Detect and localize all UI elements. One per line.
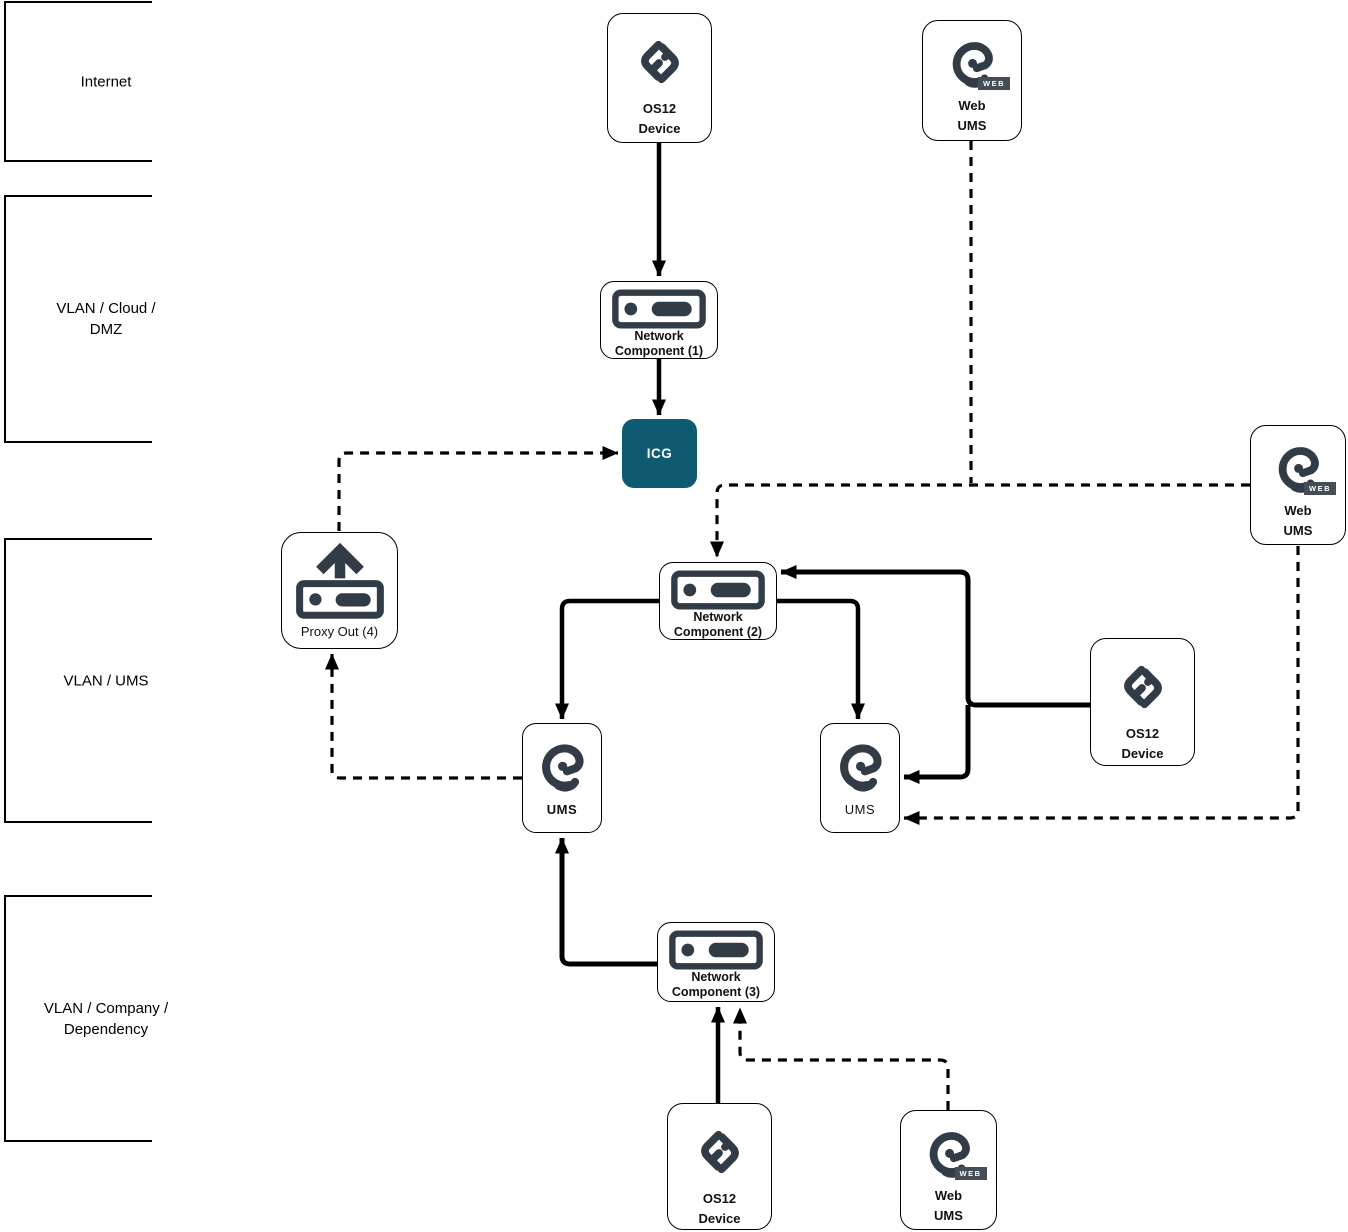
proxy-out-node <box>281 532 398 649</box>
os12-device-bottom-node <box>667 1103 772 1230</box>
network-component-3-node <box>657 922 775 1002</box>
os12-logo-icon <box>625 27 695 97</box>
zone-label: Internet <box>80 73 132 90</box>
node-subtitle: Component (2) <box>673 625 763 639</box>
zone-label: VLAN / UMS <box>63 672 149 689</box>
edge-os12right-to-nc2 <box>781 572 1092 705</box>
node-subtitle: Device <box>638 121 681 136</box>
node-title: Web <box>958 98 986 113</box>
node-title: UMS <box>546 802 578 817</box>
zone-label: VLAN / Cloud / DMZ <box>56 300 156 338</box>
node-title: OS12 <box>1125 726 1160 741</box>
node-subtitle: Device <box>698 1211 741 1226</box>
network-switch-icon <box>667 930 765 970</box>
node-subtitle: Component (3) <box>671 985 761 999</box>
network-switch-icon <box>610 289 708 329</box>
node-subtitle: UMS <box>1283 523 1313 538</box>
edge-proxyout-to-icg <box>339 453 618 531</box>
ums-logo-icon <box>531 736 593 798</box>
node-subtitle: UMS <box>957 118 987 133</box>
node-title: Proxy Out (4) <box>300 624 379 639</box>
node-title: Web <box>1284 503 1312 518</box>
web-badge: WEB <box>978 77 1010 91</box>
node-title: Web <box>934 1188 963 1203</box>
node-title: UMS <box>844 802 876 817</box>
edge-webumsbottom-to-nc3 <box>740 1008 948 1110</box>
node-title: OS12 <box>702 1191 737 1206</box>
os12-device-right-node <box>1090 638 1195 766</box>
node-title: Network <box>634 329 684 343</box>
node-title: Network <box>691 970 741 984</box>
network-component-2-node <box>659 562 777 640</box>
os12-logo-icon <box>1108 652 1178 722</box>
node-title: OS12 <box>642 101 677 116</box>
web-badge: WEB <box>955 1167 987 1181</box>
web-ums-top-node <box>922 20 1022 141</box>
web-ums-logo-icon <box>919 1124 982 1184</box>
proxy-upload-icon <box>290 538 390 624</box>
node-title: Network <box>693 610 743 624</box>
network-component-1-node <box>600 281 718 359</box>
os12-device-top-node <box>607 13 712 143</box>
os12-logo-icon <box>685 1117 755 1187</box>
node-subtitle: Component (1) <box>614 344 704 358</box>
node-subtitle: UMS <box>934 1208 963 1223</box>
node-subtitle: Device <box>1121 746 1164 761</box>
web-ums-right-node <box>1250 425 1346 545</box>
ums-logo-icon <box>829 736 891 798</box>
edge-nc2-to-umsleft <box>562 601 660 719</box>
web-badge: WEB <box>1304 482 1336 496</box>
ums-left-node <box>522 723 602 833</box>
icg-node <box>622 419 697 488</box>
ums-right-node <box>820 723 900 833</box>
web-ums-logo-icon <box>1268 439 1331 499</box>
edge-webums-to-nc2 <box>717 485 1250 557</box>
network-switch-icon <box>669 570 767 610</box>
node-title: ICG <box>646 446 673 461</box>
web-ums-logo-icon <box>942 34 1005 94</box>
edge-nc3-to-umsleft <box>562 838 657 964</box>
zone-label: VLAN / Company / Dependency <box>43 999 169 1038</box>
edge-umsleft-to-proxyout <box>332 654 522 778</box>
edge-os12right-to-umsright <box>904 705 968 777</box>
web-ums-bottom-node <box>900 1110 997 1230</box>
edge-nc2-to-umsright <box>777 601 858 719</box>
